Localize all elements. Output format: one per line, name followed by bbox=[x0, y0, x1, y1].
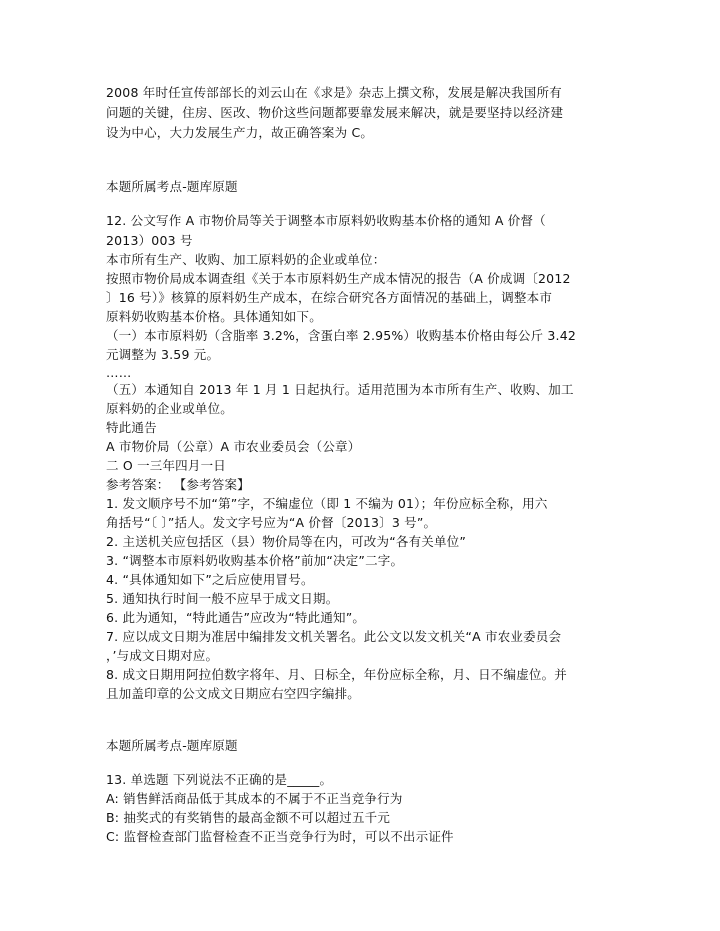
q12-body-line: 〕16 号）》核算的原料奶生产成本，在综合研究各方面情况的基础上，调整本市 bbox=[106, 290, 553, 305]
q12-answer-line: 且加盖印章的公文成文日期应右空四字编排。 bbox=[106, 686, 361, 701]
q11-explanation-line: 2008 年时任宣传部部长的刘云山在《求是》杂志上撰文称，发展是解决我国所有 bbox=[106, 85, 562, 100]
q12-answer-line: 4. “具体通知如下”之后应使用冒号。 bbox=[106, 572, 314, 587]
source-note: 本题所属考点-题库原题 bbox=[106, 179, 238, 194]
q12-title-line: 2013）003 号 bbox=[106, 233, 193, 248]
q12-body-line: 按照市物价局成本调查组《关于本市原料奶生产成本情况的报告（A 价成调〔2012 bbox=[106, 271, 571, 286]
q12-answer-line: 1. 发文顺序号不加“第”字，不编虚位（即 1 不编为 01）；年份应标全称，用六 bbox=[106, 496, 548, 511]
q12-body-line: A 市物价局（公章）A 市农业委员会（公章） bbox=[106, 439, 361, 454]
q13-option-c: C: 监督检查部门监督检查不正当竞争行为时，可以不出示证件 bbox=[106, 829, 454, 844]
q12-body-line: 特此通告 bbox=[106, 420, 157, 435]
q12-body-line: 本市所有生产、收购、加工原料奶的企业或单位： bbox=[106, 252, 386, 267]
q12-body-line: 原料奶收购基本价格。具体通知如下。 bbox=[106, 309, 322, 324]
q13-option-b: B: 抽奖式的有奖销售的最高金额不可以超过五千元 bbox=[106, 810, 391, 825]
q12-answer-line: 7. 应以成文日期为准居中编排发文机关署名。此公文以发文机关“A 市农业委员会 bbox=[106, 629, 562, 644]
q12-body-line: 原料奶的企业或单位。 bbox=[106, 401, 234, 416]
q12-body-line: （一）本市原料奶（含脂率 3.2%，含蛋白率 2.95%）收购基本价格由每公斤 3.42 bbox=[106, 328, 577, 343]
q12-answer-line: ，’与成文日期对应。 bbox=[106, 648, 219, 663]
q12-title-line: 12. 公文写作 A 市物价局等关于调整本市原料奶收购基本价格的通知 A 价督（ bbox=[106, 213, 546, 228]
q11-explanation-line: 问题的关键，住房、医改、物价这些问题都要靠发展来解决，就是要坚持以经济建 bbox=[106, 105, 564, 120]
q12-answer-header: 参考答案： 【参考答案】 bbox=[106, 477, 250, 492]
source-note: 本题所属考点-题库原题 bbox=[106, 738, 238, 753]
q11-explanation-line: 设为中心，大力发展生产力，故正确答案为 C。 bbox=[106, 125, 374, 140]
q12-answer-line: 5. 通知执行时间一般不应早于成文日期。 bbox=[106, 591, 339, 606]
q12-body-line: （五）本通知自 2013 年 1 月 1 日起执行。适用范围为本市所有生产、收购、加工 bbox=[106, 382, 574, 397]
q12-body-line: 二 O 一三年四月一日 bbox=[106, 458, 226, 473]
q12-answer-line: 3. “调整本市原料奶收购基本价格”前加“决定”二字。 bbox=[106, 553, 404, 568]
q12-answer-line: 角括号“〔 〕”括人。发文字号应为“A 价督〔2013〕3 号”。 bbox=[106, 515, 437, 530]
q13-title: 13. 单选题 下列说法不正确的是_____。 bbox=[106, 772, 333, 787]
q12-body-line: …… bbox=[106, 365, 132, 380]
q13-option-a: A: 销售鲜活商品低于其成本的不属于不正当竞争行为 bbox=[106, 791, 403, 806]
q12-answer-line: 2. 主送机关应包括区（县）物价局等在内，可改为“各有关单位” bbox=[106, 534, 467, 549]
q12-answer-line: 6. 此为通知，“特此通告”应改为“特此通知”。 bbox=[106, 610, 366, 625]
q12-body-line: 元调整为 3.59 元。 bbox=[106, 347, 220, 362]
q12-answer-line: 8. 成文日期用阿拉伯数字将年、月、日标全，年份应标全称，月、日不编虚位。并 bbox=[106, 667, 568, 682]
